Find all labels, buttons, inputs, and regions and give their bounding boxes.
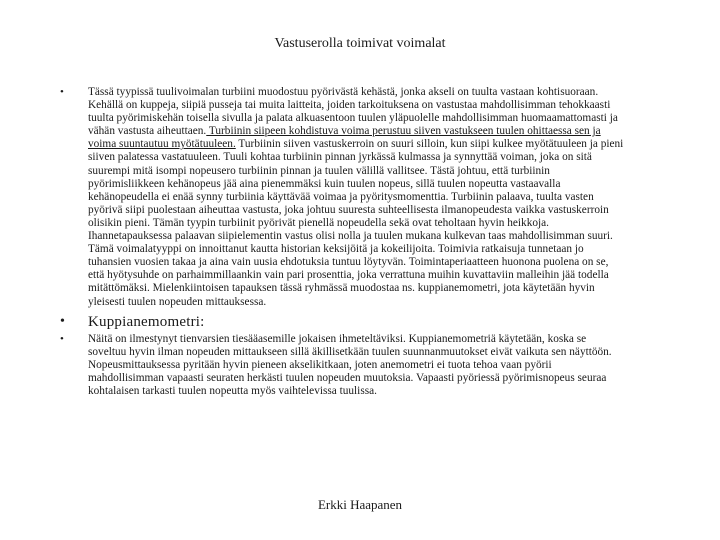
underlined-text: Turbiinin siipeen kohdistuva voima perustuu siiven vastukseen tuulen ohittaessa sen ja bbox=[206, 125, 601, 138]
paragraph-anemometer bbox=[88, 333, 660, 398]
paragraph-line bbox=[88, 125, 660, 138]
bullet-marker: • bbox=[60, 314, 65, 329]
paragraph-line: Kehällä on kuppeja, siipiä pusseja tai muita laitteita, joiden tarkoituksena on vastustaa mahdollisimman tehokkaasti bbox=[88, 99, 611, 112]
paragraph-line: pyörivä siipi puolestaan aiheuttaa vastusta, joka johtuu suuresta suhteellisesta ilmanopeudesta vaikka vastuskerroin bbox=[88, 203, 609, 216]
paragraph-line: soveltuu hyvin ilman nopeuden mittaukseen sillä äkillisetkään tuulen suunnanmuutokset eivät vaikuta sen näyttöön. bbox=[88, 346, 612, 359]
paragraph-line bbox=[88, 138, 660, 151]
paragraph-line: suurempi mitä isompi nopeusero turbiinin pinnan ja tuulen välillä vallitsee. Tästä johtuu, että turbiinin bbox=[88, 164, 550, 177]
paragraph-line: Tässä tyypissä tuulivoimalan turbiini muodostuu pyörivästä kehästä, jonka akseli on tuulta vastaan kohtisuoraan. bbox=[88, 86, 599, 98]
paragraph-line: tuulta pyörimiskehän toisella sivulla ja palata alkuasentoon tuulen yläpuolelle mahdollisimman huomaamattomasti ja bbox=[88, 112, 618, 125]
paragraph-line: olisikin pieni. Tämän tyypin turbiinit pyörivät pienellä nopeudella sekä ovat teholtaan hyvin heikkoja. bbox=[88, 216, 549, 229]
slide-title: Vastuserolla toimivat voimalat bbox=[274, 36, 446, 51]
paragraph-line: yleisesti tuulen nopeuden mittauksessa. bbox=[88, 295, 267, 308]
bullet-item-description bbox=[60, 86, 660, 309]
paragraph-line: mitättömäksi. Mielenkiintoisen tapauksen tässä ryhmässä muodostaa ns. kuppianemometri, jota käytetään hyvin bbox=[88, 282, 595, 295]
bullet-item-heading bbox=[60, 313, 660, 331]
paragraph-line: kehänopeudella ei enää synny turbiinia käyttävää voimaa ja pyöritysmomenttia. Turbiinin palaava, tuulta vasten bbox=[88, 190, 594, 203]
paragraph-line: Näitä on ilmestynyt tienvarsien tiesääasemille jokaisen ihmeteltäviksi. Kuppianemometriä käytetään, koska se bbox=[88, 333, 587, 345]
paragraph-line: mahdollisimman vapaasti seuraten herkästi tuulen nopeuden muutoksia. Vapaasti pyöriessä pyörimisnopeus seuraa bbox=[88, 372, 607, 385]
bullet-item-anemometer bbox=[60, 333, 660, 398]
paragraph-line: Ihannetapauksessa palaavan siipielementin vastus olisi nolla ja tuulen mukana kulkevan taas mahdollisimman suuri. bbox=[88, 230, 613, 243]
paragraph-line: että hyötysuhde on parhaimmillaankin vain pari prosenttia, joka verrattuna muihin kuvattaviin malleihin jää todella bbox=[88, 269, 609, 282]
paragraph-text: vähän vastusta aiheuttaen. bbox=[88, 125, 207, 138]
paragraph-line: tuhansien vuosien takaa ja aina vain uusia ehdotuksia tuntuu löytyvän. Toimintaperiaatteen huonona puolena on se, bbox=[88, 256, 609, 269]
paragraph-line: Nopeusmittauksessa pyritään hyvin pieneen akselikitkaan, joten anemometri ei tuota tehoa vaan pyörii bbox=[88, 359, 552, 372]
paragraph-text: Turbiinin siiven vastuskerroin on suuri silloin, kun siipi kulkee myötätuuleen ja pieni bbox=[235, 138, 624, 151]
paragraph-line: siiven palatessa vastatuuleen. Tuuli kohtaa turbiinin pinnan jyrkässä kulmassa ja synnyttää voiman, joka on sitä bbox=[88, 151, 592, 164]
section-heading: Kuppianemometri: bbox=[88, 314, 205, 330]
paragraph-line: kohtalaisen tarkasti tuulen nopeutta myös vaihtelevissa tuulissa. bbox=[88, 385, 377, 398]
paragraph-vastus-turbines bbox=[88, 86, 660, 309]
footer-author: Erkki Haapanen bbox=[317, 497, 403, 512]
paragraph-line: pyörimisliikkeen kehänopeus jää aina pienemmäksi kuin tuulen nopeus, sillä tuulen nopeutta vastaavalla bbox=[88, 177, 561, 190]
bullet-marker: • bbox=[60, 86, 64, 98]
paragraph-line: Tämä voimalatyyppi on innoittanut kautta historian keksijöitä ja kokeilijoita. Toimivia ratkaisuja tunnetaan jo bbox=[88, 243, 584, 256]
underlined-text: voima suuntautuu myötätuuleen. bbox=[88, 138, 236, 151]
bullet-marker: • bbox=[60, 333, 64, 345]
